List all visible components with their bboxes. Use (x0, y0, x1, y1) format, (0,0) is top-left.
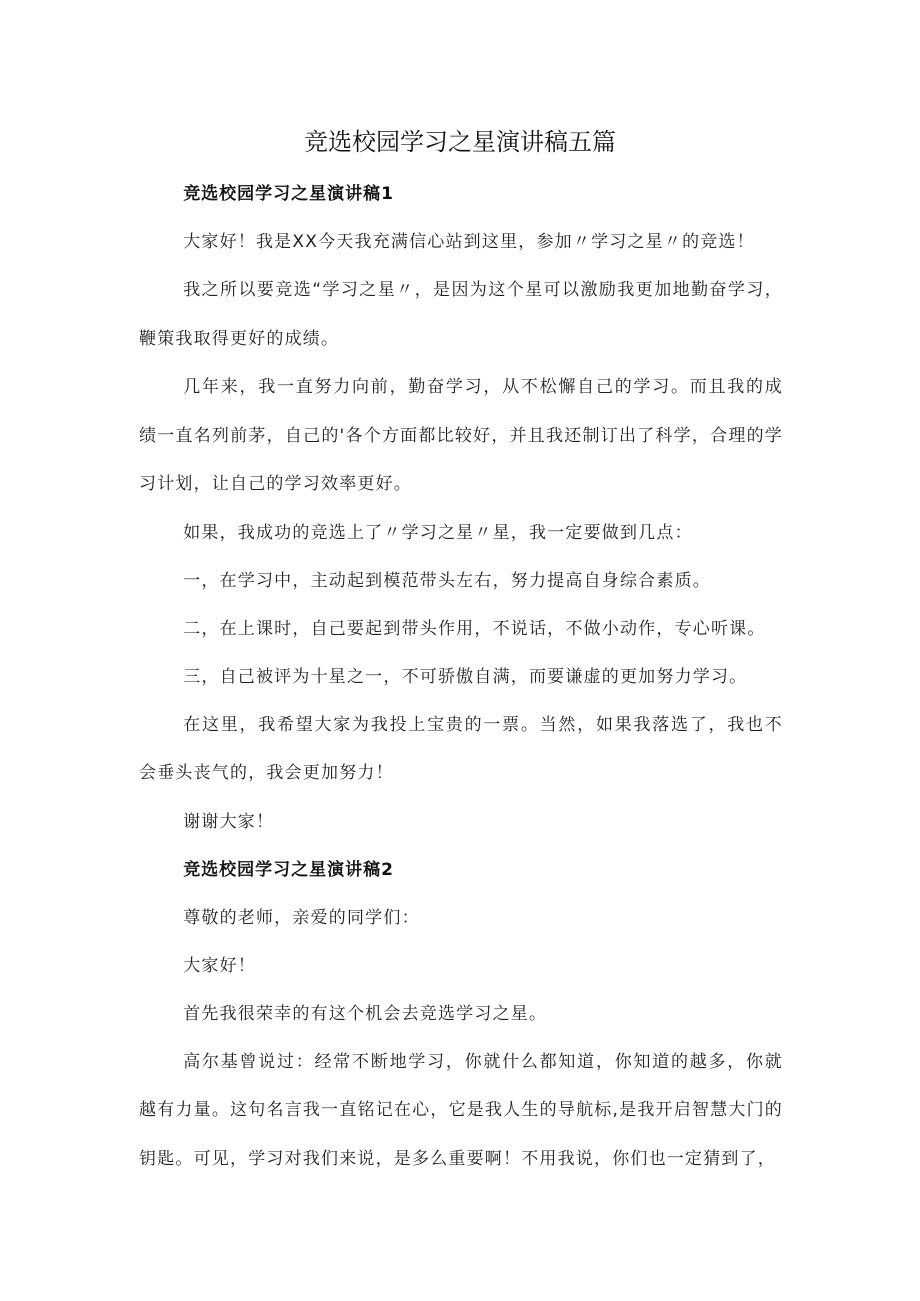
document-body (139, 180, 783, 1193)
paragraph: 我之所以要竞选“学习之星〃，是因为这个星可以激励我更加地勤奋学习，鞭策我取得更好的成绩。 (139, 280, 783, 349)
paragraph: 谢谢大家！ (183, 811, 275, 832)
paragraph: 二，在上课时，自己要起到带头作用，不说话，不做小动作，专心听课。 (183, 618, 766, 639)
paragraph: 尊敬的老师，亲爱的同学们： (183, 907, 420, 928)
paragraph: 在这里，我希望大家为我投上宝贵的一票。当然，如果我落选了，我也不会垂头丧气的，我会更加努力！ (139, 714, 783, 783)
paragraph: 一，在学习中，主动起到模范带头左右，努力提高自身综合素质。 (183, 570, 711, 591)
paragraph: 如果，我成功的竞选上了〃学习之星〃星，我一定要做到几点： (183, 522, 693, 543)
paragraph: 大家好！我是XX今天我充满信心站到这里，参加〃学习之星〃的竞选！ (183, 232, 755, 252)
paragraph: 高尔基曾说过：经常不断地学习，你就什么都知道，你知道的越多，你就越有力量。这句名言我一直铭记在心，它是我人生的导航标,是我开启智慧大门的钥匙。可见，学习对我们来说，是多么重要啊！不用我说，你们也一定猜到了， (139, 1051, 783, 1169)
paragraph: 大家好！ (183, 955, 256, 976)
paragraph: 首先我很荣幸的有这个机会去竞选学习之星。 (183, 1003, 548, 1024)
section-heading-2: 竞选校园学习之星演讲稿2 (183, 859, 395, 880)
paragraph: 三，自己被评为十星之一，不可骄傲自满，而要谦虚的更加努力学习。 (183, 666, 748, 687)
paragraph: 几年来，我一直努力向前，勤奋学习，从不松懈自己的学习。而且我的成绩一直名列前茅，自己的'各个方面都比较好，并且我还制订出了科学，合理的学习计划，让自己的学习效率更好。 (139, 377, 783, 494)
document-title: 竞选校园学习之星演讲稿五篇 (304, 128, 616, 156)
section-heading-1: 竞选校园学习之星演讲稿1 (183, 184, 395, 204)
